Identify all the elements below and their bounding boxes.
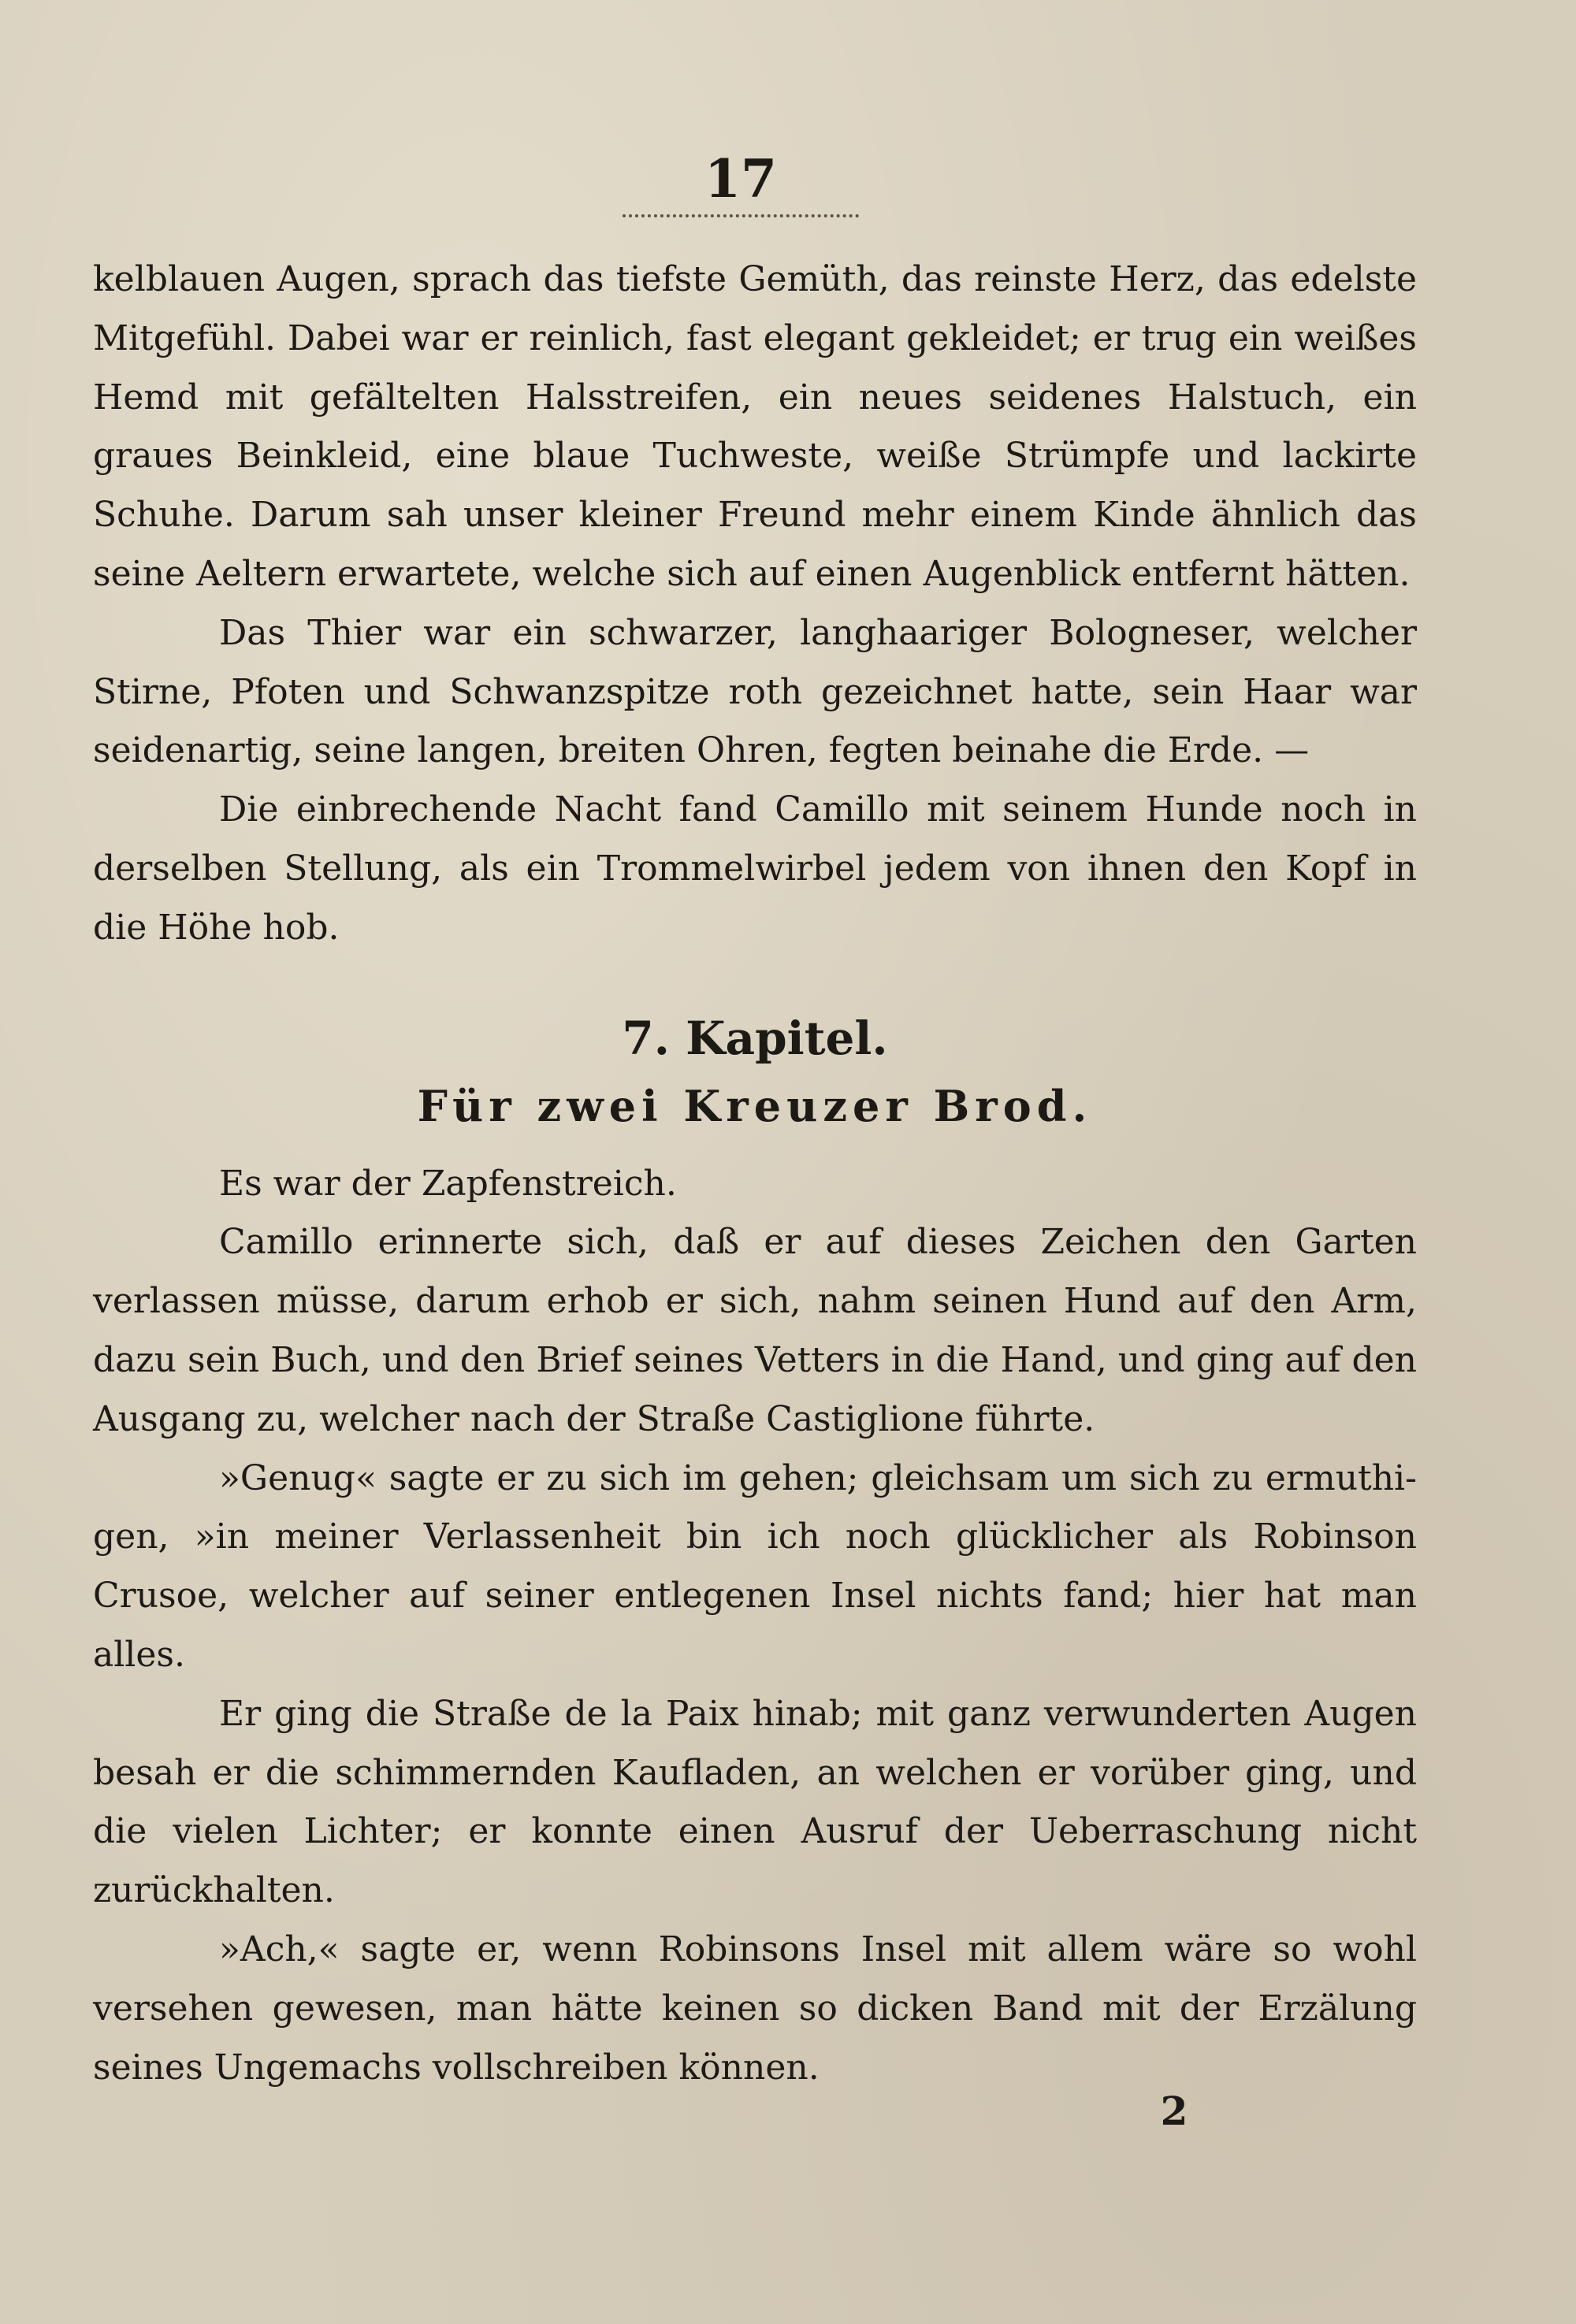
paragraph: Es war der Zapfenstreich. xyxy=(219,1163,677,1204)
page-number: 17 xyxy=(704,148,777,210)
paragraph: »Ach,« sagte er, wenn Robinsons Insel mit allem wäre so wohl versehen gewesen, man hätte keinen so dicken Band mit der Erzälung seines Ungemachs vollschreiben können. xyxy=(93,1929,1417,2088)
paragraph: Das Thier war ein schwarzer, langhaariger Bologneser, welcher Stirne, Pfoten und Schwanzspitze roth gezeichnet hatte, sein Haar war seidenartig, seine langen, breiten Ohren, fegten beinahe die Erde. — xyxy=(93,612,1417,771)
chapter-title: 7. Kapitel. xyxy=(622,1011,888,1065)
header-divider xyxy=(623,214,859,217)
paragraph: Camillo erinnerte sich, daß er auf dieses Zeichen den Garten verlassen müsse, darum erhob er sich, nahm seinen Hund auf den Arm, dazu sein Buch, und den Brief seines Vetters in die Hand, und ging auf den Ausgang zu, welcher nach der Straße Castiglione führte. xyxy=(93,1222,1417,1439)
body-text xyxy=(93,251,1417,2097)
paragraph: kelblauen Augen, sprach das tiefste Gemüth, das reinste Herz, das edelste Mitgefühl. Dabei war er reinlich, fast elegant gekleidet; er trug ein weißes Hemd mit gefältelten Halsstreifen, ein neues seidenes Halstuch, ein graues Beinkleid, eine blaue Tuchweste, weiße Strümpfe und lackirte Schuhe. Darum sah unser kleiner Freund mehr einem Kinde ähnlich das seine Aeltern erwartete, welche sich auf einen Augenblick entfernt hätten. xyxy=(93,259,1417,594)
paragraph: »Genug« sagte er zu sich im gehen; gleichsam um sich zu ermuthigen, »in meiner Verlassenheit bin ich noch glücklicher als Robinson Crusoe, welcher auf seiner entlegenen Insel nichts fand; hier hat man alles. xyxy=(93,1457,1417,1675)
paragraph: Er ging die Straße de la Paix hinab; mit ganz verwunderten Augen besah er die schimmernden Kaufladen, an welchen er vorüber ging, und die vielen Lichter; er konnte einen Ausruf der Ueberraschung nicht zurückhalten. xyxy=(93,1693,1417,1911)
signature-mark: 2 xyxy=(1160,2088,1188,2134)
chapter-subtitle: Für zwei Kreuzer Brod. xyxy=(417,1080,1093,1131)
paragraph: Die einbrechende Nacht fand Camillo mit seinem Hunde noch in derselben Stellung, als ein Trommelwirbel jedem von ihnen den Kopf in die Höhe hob. xyxy=(93,789,1417,948)
